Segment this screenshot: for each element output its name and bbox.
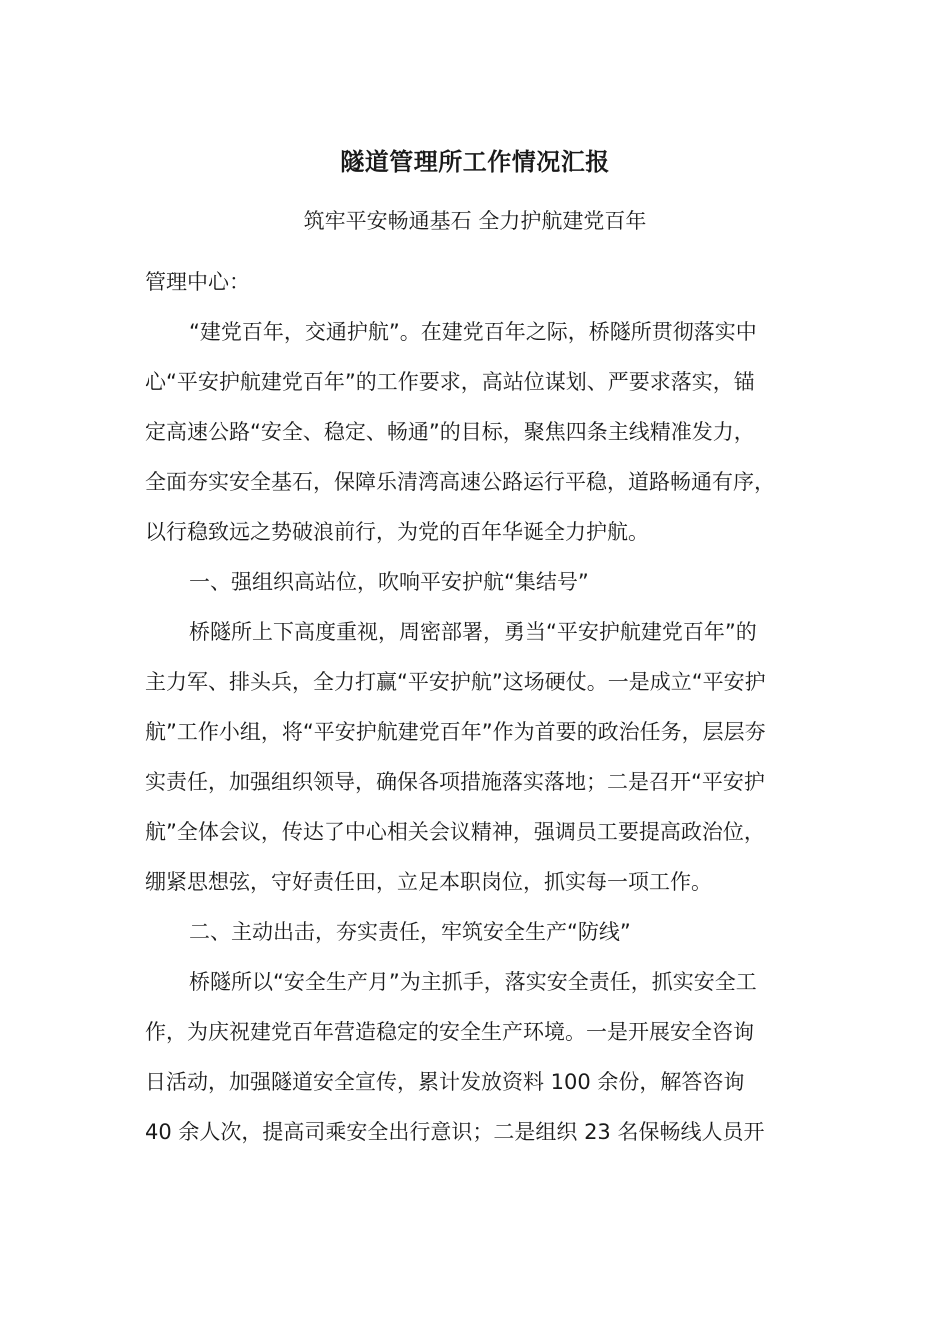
paragraph-line: 实责任，加强组织领导，确保各项措施落实落地；二是召开“平安护 — [145, 770, 765, 794]
section-heading-2: 二、主动出击，夯实责任，牢筑安全生产“防线” — [189, 920, 631, 944]
document-body — [145, 262, 815, 1162]
document-subtitle: 筑牢平安畅通基石 全力护航建党百年 — [303, 209, 647, 233]
paragraph-line: 桥隧所上下高度重视，周密部署，勇当“平安护航建党百年”的 — [189, 620, 757, 644]
paragraph-line: 定高速公路“安全、稳定、畅通”的目标，聚焦四条主线精准发力， — [145, 420, 755, 444]
paragraph-line: 作，为庆祝建党百年营造稳定的安全生产环境。一是开展安全咨询 — [145, 1020, 754, 1044]
paragraph-line: “建党百年，交通护航”。在建党百年之际，桥隧所贯彻落实中 — [189, 320, 757, 344]
paragraph-line: 日活动，加强隧道安全宣传，累计发放资料 100 余份，解答咨询 — [145, 1070, 745, 1094]
paragraph-line: 40 余人次，提高司乘安全出行意识；二是组织 23 名保畅线人员开 — [145, 1120, 765, 1144]
paragraph-line: 以行稳致远之势破浪前行，为党的百年华诞全力护航。 — [145, 520, 649, 544]
paragraph-line: 主力军、排头兵，全力打赢“平安护航”这场硬仗。一是成立“平安护 — [145, 670, 766, 694]
paragraph-line: 桥隧所以“安全生产月”为主抓手，落实安全责任，抓实安全工 — [189, 970, 757, 994]
paragraph-line: 全面夯实安全基石，保障乐清湾高速公路运行平稳，道路畅通有序， — [145, 470, 775, 494]
document-title: 隧道管理所工作情况汇报 — [340, 148, 610, 176]
section-heading-1: 一、强组织高站位，吹响平安护航“集结号” — [189, 570, 589, 594]
paragraph-line: 绷紧思想弦，守好责任田，立足本职岗位，抓实每一项工作。 — [145, 870, 712, 894]
paragraph-line: 航”全体会议，传达了中心相关会议精神，强调员工要提高政治位， — [145, 820, 765, 844]
paragraph-line: 心“平安护航建党百年”的工作要求，高站位谋划、严要求落实，锚 — [145, 370, 755, 394]
paragraph-line: 航”工作小组，将“平安护航建党百年”作为首要的政治任务，层层夯 — [145, 720, 766, 744]
salutation-line: 管理中心： — [145, 270, 250, 294]
